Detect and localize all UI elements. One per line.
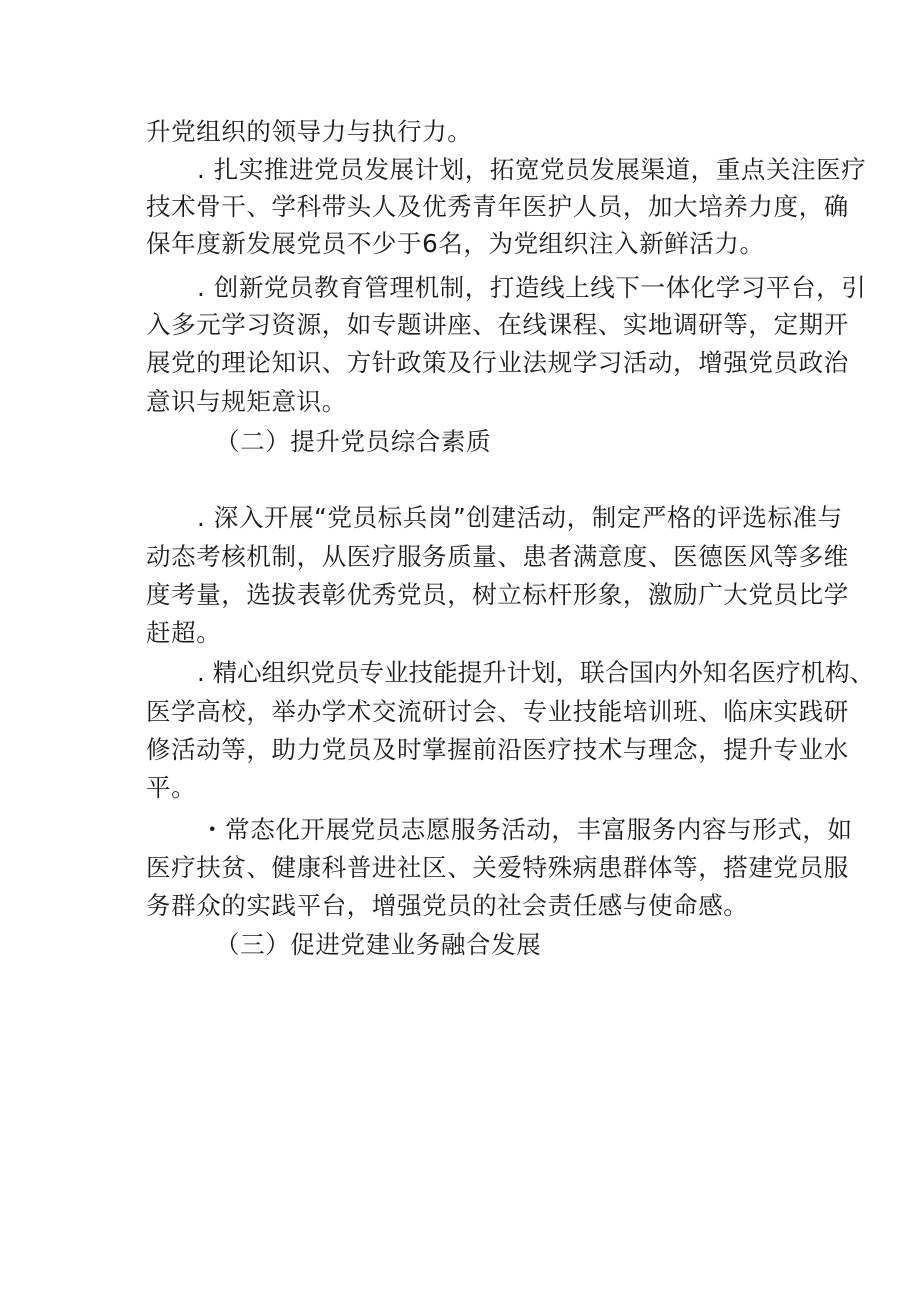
section-heading: （三）促进党建业务融合发展 xyxy=(215,930,542,959)
paragraph-line: 平。 xyxy=(146,773,197,802)
list-item-line: . 创新党员教育管理机制，打造线上线下一体化学习平台，引 xyxy=(197,273,867,302)
paragraph-line: 医疗扶贫、健康科普进社区、关爱特殊病患群体等，搭建党员服 xyxy=(146,853,849,882)
paragraph-line: 度考量，选拔表彰优秀党员，树立标杆形象，激励广大党员比学 xyxy=(146,580,849,609)
paragraph-line: 动态考核机制，从医疗服务质量、患者满意度、医德医风等多维 xyxy=(146,542,849,571)
list-item-line: . 深入开展“党员标兵岗”创建活动，制定严格的评选标准与 xyxy=(197,503,843,532)
paragraph-line: 保年度新发展党员不少于6名，为党组织注入新鲜活力。 xyxy=(146,229,765,258)
paragraph-line: 赶超。 xyxy=(146,618,222,647)
list-item-line: . 扎实推进党员发展计划，拓宽党员发展渠道，重点关注医疗 xyxy=(197,155,867,184)
paragraph-line: 务群众的实践平台，增强党员的社会责任感与使命感。 xyxy=(146,891,749,920)
list-item-line: ・常态化开展党员志愿服务活动，丰富服务内容与形式，如 xyxy=(200,815,853,844)
list-item-line: . 精心组织党员专业技能提升计划，联合国内外知名医疗机构、 xyxy=(197,658,875,687)
paragraph-line: 医学高校，举办学术交流研讨会、专业技能培训班、临床实践研 xyxy=(146,697,849,726)
paragraph-line: 展党的理论知识、方针政策及行业法规学习活动，增强党员政治 xyxy=(146,348,849,377)
paragraph-line: 意识与规矩意识。 xyxy=(146,387,347,416)
section-heading: （二）提升党员综合素质 xyxy=(215,427,492,456)
paragraph-line: 修活动等，助力党员及时掌握前沿医疗技术与理念，提升专业水 xyxy=(146,735,849,764)
paragraph-line: 入多元学习资源，如专题讲座、在线课程、实地调研等，定期开 xyxy=(146,310,849,339)
paragraph-line: 升党组织的领导力与执行力。 xyxy=(146,117,473,146)
paragraph-line: 技术骨干、学科带头人及优秀青年医护人员，加大培养力度，确 xyxy=(146,192,849,221)
